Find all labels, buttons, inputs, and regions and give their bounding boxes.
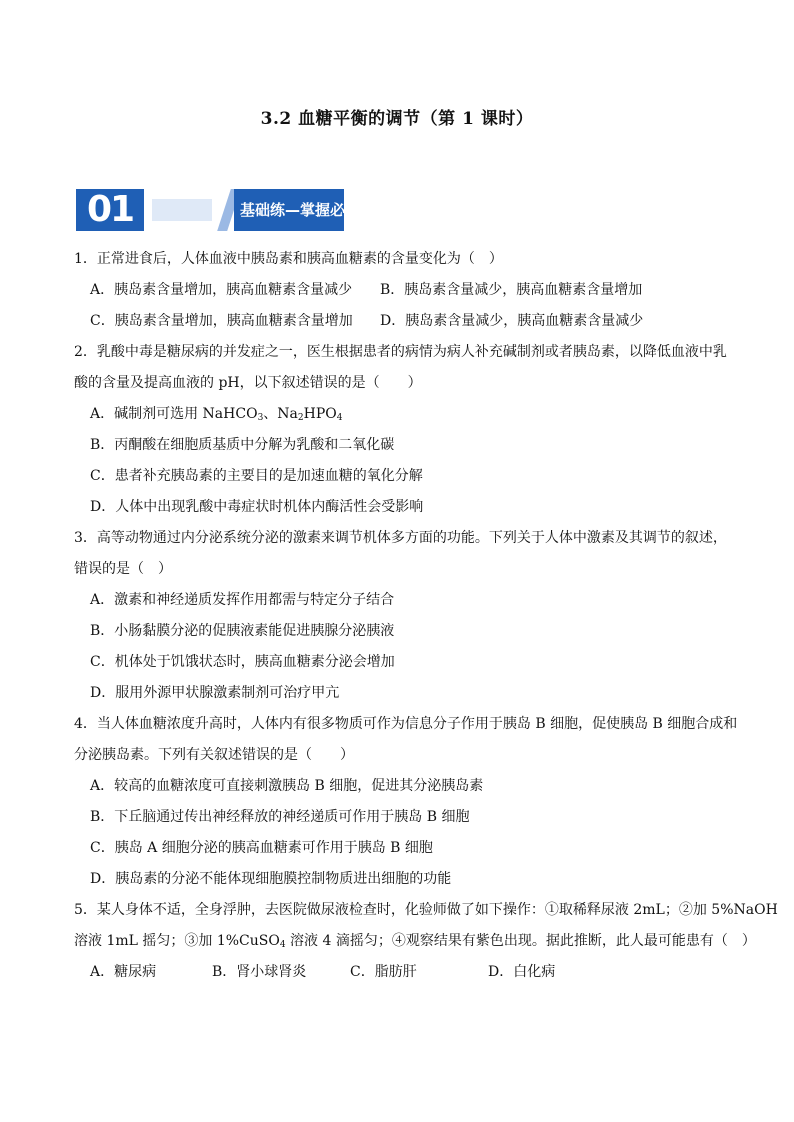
section-number: 01 <box>76 189 144 231</box>
question-list <box>74 244 778 988</box>
q5-stem-text: 溶液 4 滴摇匀；④观察结果有紫色出现。据此推断，此人最可能患有（ ） <box>285 933 756 949</box>
q5-option-c: C．脂肪肝 <box>350 964 417 980</box>
q2-option-b: B．丙酮酸在细胞质基质中分解为乳酸和二氧化碳 <box>90 437 395 453</box>
q2-option-a-text: 、Na <box>263 406 298 422</box>
q1-option-d: D．胰岛素含量减少，胰高血糖素含量减少 <box>380 313 644 329</box>
q4-option-a: A．较高的血糖浓度可直接刺激胰岛 B 细胞，促进其分泌胰岛素 <box>90 778 484 794</box>
q4-option-c: C．胰岛 A 细胞分泌的胰高血糖素可作用于胰岛 B 细胞 <box>90 840 433 856</box>
subscript: 4 <box>279 940 286 950</box>
q3-option-b: B．小肠黏膜分泌的促胰液素能促进胰腺分泌胰液 <box>90 623 395 639</box>
subscript: 2 <box>297 413 304 423</box>
q3-option-d: D．服用外源甲状腺激素制剂可治疗甲亢 <box>90 685 340 701</box>
q1-option-c: C．胰岛素含量增加，胰高血糖素含量增加 <box>90 313 353 329</box>
q1-option-a: A．胰岛素含量增加，胰高血糖素含量减少 <box>90 282 353 298</box>
q4-stem-line-1: 4．当人体血糖浓度升高时，人体内有很多物质可作为信息分子作用于胰岛 B 细胞，促使胰岛 B 细胞合成和 <box>74 716 738 732</box>
q1-options-row-2 <box>74 306 724 337</box>
section-label: 基础练—掌握必备 <box>234 189 344 231</box>
q4-stem-line-2: 分泌胰岛素。下列有关叙述错误的是（ ） <box>74 747 354 763</box>
q2-option-a-text: A．碱制剂可选用 NaHCO <box>90 406 258 422</box>
q1-option-b: B．胰岛素含量减少，胰高血糖素含量增加 <box>380 282 643 298</box>
q3-option-c: C．机体处于饥饿状态时，胰高血糖素分泌会增加 <box>90 654 395 670</box>
q2-option-a <box>74 399 724 430</box>
q2-option-a-text: HPO <box>303 406 337 422</box>
q5-option-b: B．肾小球肾炎 <box>212 964 307 980</box>
section-banner <box>76 189 361 231</box>
q5-option-a: A．糖尿病 <box>90 964 157 980</box>
q2-stem-line-1: 2．乳酸中毒是糖尿病的并发症之一，医生根据患者的病情为病人补充碱制剂或者胰岛素，以降低血液中乳 <box>74 344 727 360</box>
q2-option-c: C．患者补充胰岛素的主要目的是加速血糖的氧化分解 <box>90 468 423 484</box>
q5-stem-line-1: 5．某人身体不适，全身浮肿，去医院做尿液检查时，化验师做了如下操作：①取稀释尿液 2mL；②加 5%NaOH <box>74 902 778 918</box>
subscript: 3 <box>257 413 264 423</box>
q4-option-d: D．胰岛素的分泌不能体现细胞膜控制物质进出细胞的功能 <box>90 871 452 887</box>
q4-option-b: B．下丘脑通过传出神经释放的神经递质可作用于胰岛 B 细胞 <box>90 809 470 825</box>
q3-option-a: A．激素和神经递质发挥作用都需与特定分子结合 <box>90 592 395 608</box>
q5-options-row <box>74 957 724 988</box>
subscript: 4 <box>336 413 343 423</box>
q3-stem-line-1: 3．高等动物通过内分泌系统分泌的激素来调节机体多方面的功能。下列关于人体中激素及其调节的叙述， <box>74 530 727 546</box>
q3-stem-line-2: 错误的是（ ） <box>74 561 172 577</box>
q2-option-d: D．人体中出现乳酸中毒症状时机体内酶活性会受影响 <box>90 499 424 515</box>
q5-stem-text: 溶液 1mL 摇匀；③加 1%CuSO <box>74 933 280 949</box>
q1-options-row-1 <box>74 275 724 306</box>
q2-stem-line-2: 酸的含量及提高血液的 pH，以下叙述错误的是（ ） <box>74 375 422 391</box>
q5-option-d: D．白化病 <box>488 964 556 980</box>
q5-stem-line-2 <box>74 926 756 957</box>
q1-stem: 1．正常进食后，人体血液中胰岛素和胰高血糖素的含量变化为（ ） <box>74 251 503 267</box>
banner-stripe-decoration <box>152 199 212 221</box>
page-title: 3.2 血糖平衡的调节（第 1 课时） <box>260 109 534 129</box>
